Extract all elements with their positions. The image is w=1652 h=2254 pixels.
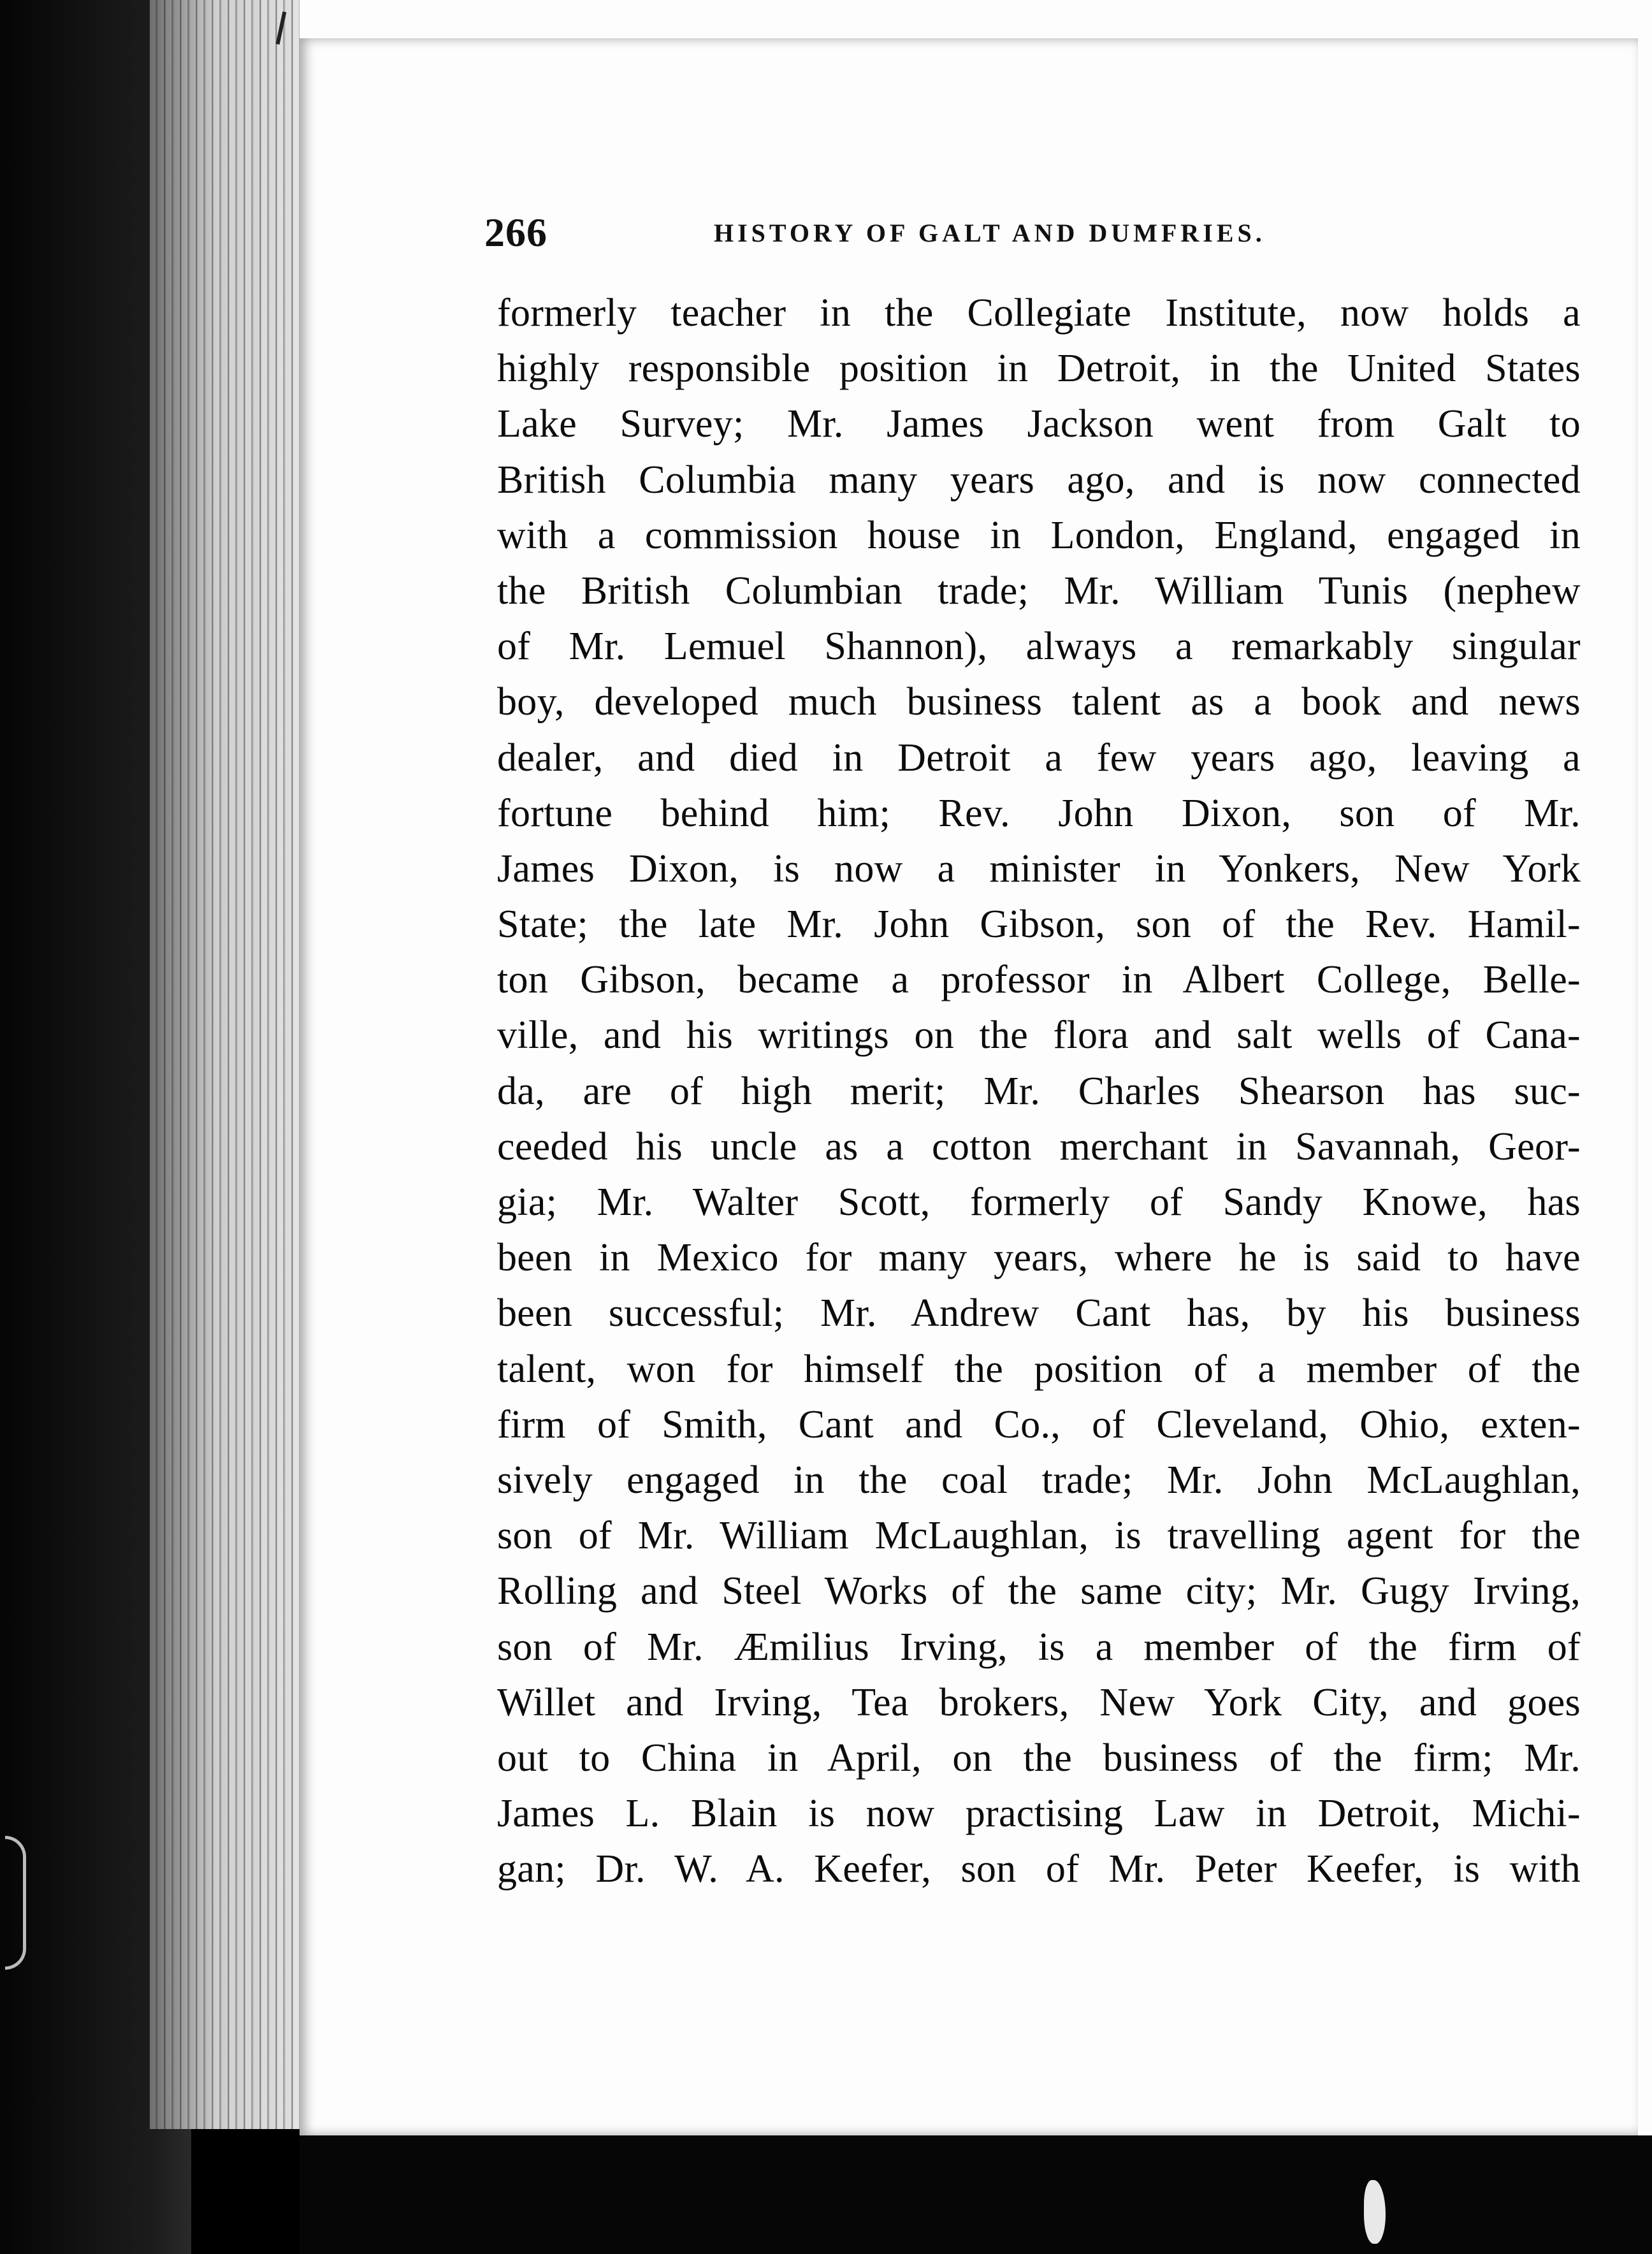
page-edges-shadow: [150, 0, 315, 2129]
text-line: ceeded his uncle as a cotton merchant in Savannah, Geor-: [497, 1124, 1581, 1168]
text-line: Lake Survey; Mr. James Jackson went from Galt to: [497, 402, 1581, 446]
body-text: [497, 286, 1581, 1897]
text-line: highly responsible position in Detroit, in the United States: [497, 347, 1581, 391]
text-line: gia; Mr. Walter Scott, formerly of Sandy Knowe, has: [497, 1181, 1581, 1224]
page-number: 266: [484, 210, 547, 255]
text-line: ton Gibson, became a professor in Albert College, Belle-: [497, 958, 1581, 1002]
text-line: of Mr. Lemuel Shannon), always a remarkably singular: [497, 625, 1581, 669]
text-line: been in Mexico for many years, where he is said to have: [497, 1236, 1581, 1280]
text-line: with a commission house in London, England, engaged in: [497, 513, 1581, 557]
scanner-background-bottom: [300, 2135, 1652, 2254]
text-line: Rolling and Steel Works of the same city; Mr. Gugy Irving,: [497, 1569, 1581, 1613]
text-line: firm of Smith, Cant and Co., of Cleveland, Ohio, exten-: [497, 1402, 1581, 1446]
text-line: son of Mr. Æmilius Irving, is a member of the firm of: [497, 1625, 1581, 1669]
text-line: son of Mr. William McLaughlan, is travelling agent for the: [497, 1514, 1581, 1558]
scan-edge-mark: [5, 1836, 26, 1970]
text-line: fortune behind him; Rev. John Dixon, son of Mr.: [497, 791, 1581, 835]
text-line: ville, and his writings on the flora and salt wells of Cana-: [497, 1014, 1581, 1058]
text-line: James L. Blain is now practising Law in Detroit, Michi-: [497, 1792, 1581, 1836]
text-line: the British Columbian trade; Mr. William Tunis (nephew: [497, 569, 1581, 613]
text-line: James Dixon, is now a minister in Yonkers, New York: [497, 847, 1581, 891]
text-line: da, are of high merit; Mr. Charles Shearson has suc-: [497, 1069, 1581, 1113]
text-line: dealer, and died in Detroit a few years ago, leaving a: [497, 736, 1581, 780]
text-line: out to China in April, on the business of the firm; Mr.: [497, 1736, 1581, 1780]
text-line: Willet and Irving, Tea brokers, New York City, and goes: [497, 1680, 1581, 1724]
text-line: gan; Dr. W. A. Keefer, son of Mr. Peter Keefer, is with: [497, 1847, 1581, 1891]
text-line: British Columbia many years ago, and is now connected: [497, 458, 1581, 502]
text-line: formerly teacher in the Collegiate Institute, now holds a: [497, 291, 1581, 335]
text-line: talent, won for himself the position of a member of the: [497, 1347, 1581, 1391]
text-line: sively engaged in the coal trade; Mr. John McLaughlan,: [497, 1458, 1581, 1502]
running-head: [484, 209, 1389, 260]
text-line: State; the late Mr. John Gibson, son of the Rev. Hamil-: [497, 903, 1581, 947]
running-head-title: HISTORY OF GALT AND DUMFRIES.: [714, 219, 1266, 247]
text-line: been successful; Mr. Andrew Cant has, by his business: [497, 1291, 1581, 1335]
text-line: boy, developed much business talent as a book and news: [497, 680, 1581, 724]
